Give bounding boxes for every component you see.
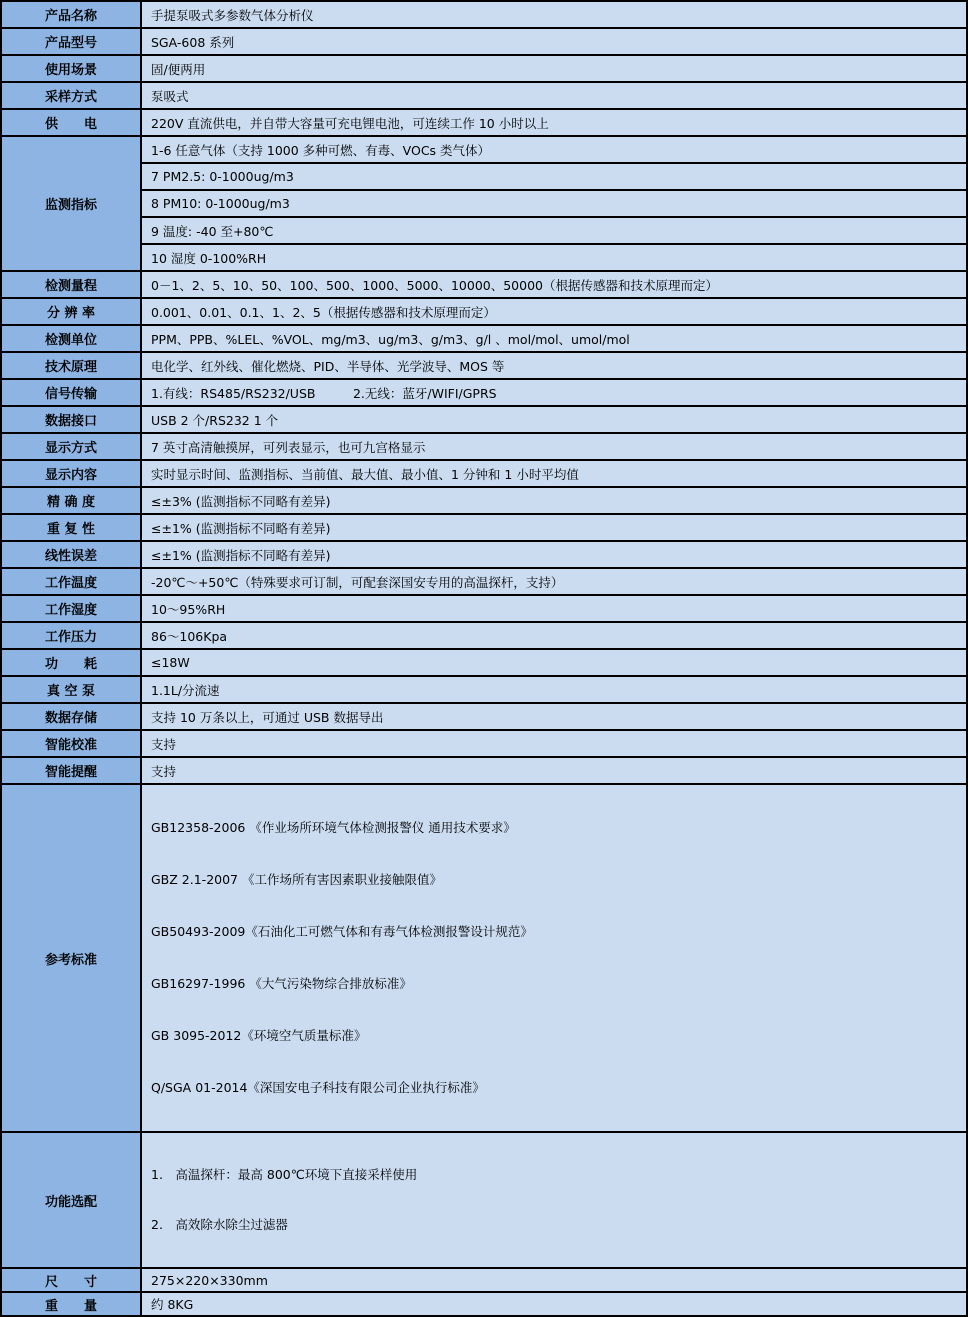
table-row: [1, 784, 967, 1132]
spec-value: 1.1L/分流速: [141, 676, 967, 703]
spec-value: 7 PM2.5: 0-1000ug/m3: [141, 163, 967, 190]
spec-label: 监测指标: [1, 136, 141, 271]
table-row: [1, 1, 967, 28]
table-row: [1, 622, 967, 649]
spec-value: 支持: [141, 757, 967, 784]
spec-value: [141, 1132, 967, 1268]
spec-label: 工作压力: [1, 622, 141, 649]
table-row: [1, 568, 967, 595]
spec-value: 实时显示时间、监测指标、当前值、最大值、最小值、1 分钟和 1 小时平均值: [141, 460, 967, 487]
table-row: [1, 244, 967, 271]
spec-label: 信号传输: [1, 379, 141, 406]
table-row: [1, 136, 967, 163]
table-row: [1, 460, 967, 487]
table-row: [1, 514, 967, 541]
table-row: [1, 757, 967, 784]
spec-value: 220V 直流供电，并自带大容量可充电锂电池，可连续工作 10 小时以上: [141, 109, 967, 136]
spec-value: SGA-608 系列: [141, 28, 967, 55]
spec-label: 功 耗: [1, 649, 141, 676]
spec-value: [141, 784, 967, 1132]
spec-value: 275×220×330mm: [141, 1268, 967, 1292]
table-row: [1, 1292, 967, 1316]
spec-value: 10～95%RH: [141, 595, 967, 622]
table-row: [1, 1132, 967, 1268]
spec-value: 支持 10 万条以上，可通过 USB 数据导出: [141, 703, 967, 730]
spec-label: 检测单位: [1, 325, 141, 352]
spec-label: 真 空 泵: [1, 676, 141, 703]
spec-value: ≤±1% (监测指标不同略有差异): [141, 541, 967, 568]
spec-value: 约 8KG: [141, 1292, 967, 1316]
spec-label: 技术原理: [1, 352, 141, 379]
spec-label: 重 复 性: [1, 514, 141, 541]
spec-label: 工作湿度: [1, 595, 141, 622]
standard-line: GBZ 2.1-2007 《工作场所有害因素职业接触限值》: [151, 872, 442, 887]
spec-value: 1-6 任意气体（支持 1000 多种可燃、有毒、VOCs 类气体）: [141, 136, 967, 163]
table-row: [1, 109, 967, 136]
spec-value: 1.有线：RS485/RS232/USB 2.无线：蓝牙/WIFI/GPRS: [141, 379, 967, 406]
spec-label: 数据存储: [1, 703, 141, 730]
spec-value: ≤18W: [141, 649, 967, 676]
spec-label: 检测量程: [1, 271, 141, 298]
option-line: 1. 高温探杆：最高 800℃环境下直接采样使用: [151, 1167, 418, 1182]
table-row: [1, 190, 967, 217]
spec-value: 电化学、红外线、催化燃烧、PID、半导体、光学波导、MOS 等: [141, 352, 967, 379]
table-row: [1, 28, 967, 55]
option-line: 2. 高效除水除尘过滤器: [151, 1217, 288, 1232]
table-row: [1, 649, 967, 676]
spec-value: 泵吸式: [141, 82, 967, 109]
spec-value: 0－1、2、5、10、50、100、500、1000、5000、10000、50000（根据传感器和技术原理而定）: [141, 271, 967, 298]
spec-label: 功能选配: [1, 1132, 141, 1268]
spec-label: 精 确 度: [1, 487, 141, 514]
table-row: [1, 325, 967, 352]
table-row: [1, 82, 967, 109]
table-row: [1, 730, 967, 757]
spec-value: ≤±1% (监测指标不同略有差异): [141, 514, 967, 541]
spec-label: 重 量: [1, 1292, 141, 1316]
spec-value: 10 湿度 0-100%RH: [141, 244, 967, 271]
spec-value: 8 PM10: 0-1000ug/m3: [141, 190, 967, 217]
table-row: [1, 487, 967, 514]
spec-value: ≤±3% (监测指标不同略有差异): [141, 487, 967, 514]
spec-label: 工作温度: [1, 568, 141, 595]
spec-value: -20℃～+50℃（特殊要求可订制，可配套深国安专用的高温探杆，支持）: [141, 568, 967, 595]
spec-label: 采样方式: [1, 82, 141, 109]
spec-value: 支持: [141, 730, 967, 757]
standard-line: GB16297-1996 《大气污染物综合排放标准》: [151, 976, 412, 991]
spec-value: 86～106Kpa: [141, 622, 967, 649]
table-row: [1, 676, 967, 703]
table-row: [1, 703, 967, 730]
spec-value: 9 温度: -40 至+80℃: [141, 217, 967, 244]
spec-label: 显示内容: [1, 460, 141, 487]
spec-label: 供 电: [1, 109, 141, 136]
standard-line: GB50493-2009《石油化工可燃气体和有毒气体检测报警设计规范》: [151, 924, 533, 939]
spec-label: 产品型号: [1, 28, 141, 55]
table-row: [1, 217, 967, 244]
standard-line: GB 3095-2012《环境空气质量标准》: [151, 1028, 367, 1043]
spec-label: 智能提醒: [1, 757, 141, 784]
spec-value: 7 英寸高清触摸屏，可列表显示，也可九宫格显示: [141, 433, 967, 460]
spec-label: 线性误差: [1, 541, 141, 568]
table-row: [1, 433, 967, 460]
table-row: [1, 595, 967, 622]
table-row: [1, 541, 967, 568]
spec-label: 尺 寸: [1, 1268, 141, 1292]
table-row: [1, 55, 967, 82]
spec-label: 分 辨 率: [1, 298, 141, 325]
table-row: [1, 379, 967, 406]
spec-value: PPM、PPB、%LEL、%VOL、mg/m3、ug/m3、g/m3、g/l 、mol/mol、umol/mol: [141, 325, 967, 352]
standard-line: GB12358-2006 《作业场所环境气体检测报警仪 通用技术要求》: [151, 820, 516, 835]
standard-line: Q/SGA 01-2014《深国安电子科技有限公司企业执行标准》: [151, 1080, 485, 1095]
spec-value: 固/便两用: [141, 55, 967, 82]
table-row: [1, 298, 967, 325]
spec-value: 手提泵吸式多参数气体分析仪: [141, 1, 967, 28]
table-row: [1, 163, 967, 190]
spec-label: 使用场景: [1, 55, 141, 82]
table-row: [1, 271, 967, 298]
table-row: [1, 406, 967, 433]
spec-value: 0.001、0.01、0.1、1、2、5（根据传感器和技术原理而定）: [141, 298, 967, 325]
spec-label: 数据接口: [1, 406, 141, 433]
spec-label: 产品名称: [1, 1, 141, 28]
spec-label: 智能校准: [1, 730, 141, 757]
table-row: [1, 352, 967, 379]
spec-label: 参考标准: [1, 784, 141, 1132]
table-row: [1, 1268, 967, 1292]
spec-value: USB 2 个/RS232 1 个: [141, 406, 967, 433]
spec-label: 显示方式: [1, 433, 141, 460]
